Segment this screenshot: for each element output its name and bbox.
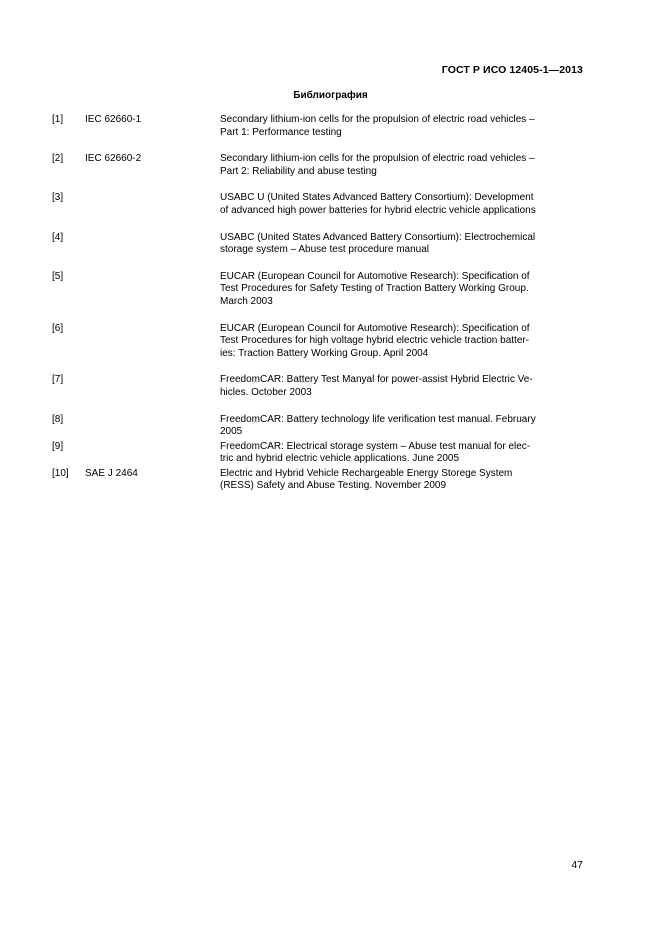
bib-entry-code: IEC 62660-2: [85, 153, 142, 165]
bib-entry-4: [52, 232, 582, 257]
bib-entry-8: [52, 414, 582, 439]
bib-entry-text: Secondary lithium-ion cells for the propulsion of electric road vehicles – Part 1: Performance testing: [220, 114, 535, 138]
bib-entry-text: FreedomCAR: Electrical storage system – Abuse test manual for elec- tric and hybrid electric vehicle applications. June 2005: [220, 440, 531, 465]
bib-entry-number: [10]: [52, 467, 69, 479]
bib-entry-1: [52, 114, 582, 139]
bib-entry-text: USABC U (United States Advanced Battery Consortium): Development of advanced high power batteries for hybrid electric vehicle applications: [220, 192, 536, 216]
bib-entry-text: Electric and Hybrid Vehicle Rechargeable Energy Storege System (RESS) Safety and Abuse Testing. November 2009: [220, 467, 513, 492]
bib-entry-5: [52, 271, 582, 309]
page-number: 47: [571, 859, 583, 871]
bib-entry-text: EUCAR (European Council for Automotive Research): Specification of Test Procedures for Safety Testing of Traction Battery Working Group. March 2003: [220, 270, 530, 307]
bib-entry-number: [4]: [52, 231, 64, 243]
bib-entry-10: [52, 468, 582, 493]
bib-entry-text: EUCAR (European Council for Automotive Research): Specification of Test Procedures for high voltage hybrid electric vehicle traction batter- ies: Traction Battery Working Group. April 2004: [220, 322, 530, 359]
bib-entry-text: Secondary lithium-ion cells for the propulsion of electric road vehicles – Part 2: Reliability and abuse testing: [220, 153, 535, 177]
bibliography-list: [52, 114, 582, 493]
bib-entry-number: [3]: [52, 192, 64, 204]
bib-entry-number: [2]: [52, 153, 64, 165]
bibliography-title: Библиография: [293, 90, 368, 101]
bib-entry-code: SAE J 2464: [85, 467, 138, 479]
bib-entry-number: [5]: [52, 270, 64, 282]
standard-code-header: ГОСТ Р ИСО 12405-1—2013: [441, 64, 583, 76]
bib-entry-number: [1]: [52, 114, 64, 125]
bib-entry-6: [52, 323, 582, 361]
bib-entry-text: FreedomCAR: Battery Test Manyal for power-assist Hybrid Electric Ve- hicles. October 2003: [220, 374, 533, 398]
bib-entry-number: [6]: [52, 322, 64, 334]
bib-entry-2: [52, 153, 582, 178]
bib-entry-number: [9]: [52, 440, 64, 452]
bib-entry-code: IEC 62660-1: [85, 114, 142, 125]
bib-entry-text: USABC (United States Advanced Battery Consortium): Electrochemical storage system – Abuse test procedure manual: [220, 231, 536, 256]
bib-entry-7: [52, 374, 582, 399]
bib-entry-3: [52, 192, 582, 217]
bib-entry-9: [52, 441, 582, 466]
bib-entry-number: [7]: [52, 374, 64, 386]
bib-entry-text: FreedomCAR: Battery technology life verification test manual. February 2005: [220, 413, 536, 438]
bib-entry-number: [8]: [52, 413, 64, 425]
